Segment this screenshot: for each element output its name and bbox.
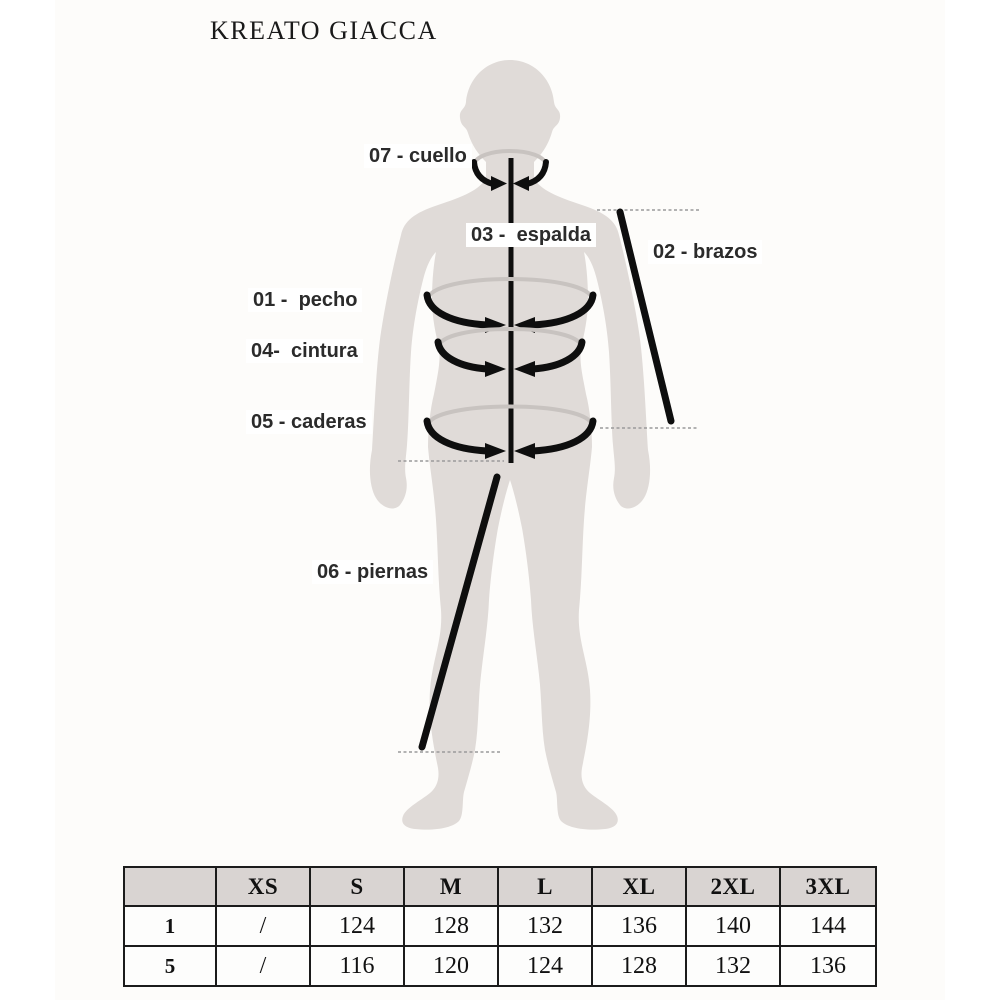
label-cuello: 07 - cuello bbox=[364, 144, 472, 168]
table-cell: / bbox=[216, 906, 310, 946]
table-cell: 140 bbox=[686, 906, 780, 946]
size-table bbox=[123, 866, 877, 987]
row-label: 5 bbox=[124, 946, 216, 986]
size-col-header: S bbox=[310, 867, 404, 906]
table-cell: 124 bbox=[498, 946, 592, 986]
table-cell: 136 bbox=[780, 946, 876, 986]
size-col-header: 3XL bbox=[780, 867, 876, 906]
label-cintura: 04- cintura bbox=[246, 339, 363, 363]
table-cell: 132 bbox=[686, 946, 780, 986]
table-row bbox=[124, 906, 876, 946]
label-espalda: 03 - espalda bbox=[466, 223, 596, 247]
table-cell: 124 bbox=[310, 906, 404, 946]
table-cell: 128 bbox=[404, 906, 498, 946]
label-pecho: 01 - pecho bbox=[248, 288, 362, 312]
table-row bbox=[124, 946, 876, 986]
size-col-header: XL bbox=[592, 867, 686, 906]
table-cell: 120 bbox=[404, 946, 498, 986]
size-col-header: XS bbox=[216, 867, 310, 906]
size-col-header: M bbox=[404, 867, 498, 906]
size-col-header bbox=[124, 867, 216, 906]
table-cell: 136 bbox=[592, 906, 686, 946]
size-col-header: L bbox=[498, 867, 592, 906]
label-brazos: 02 - brazos bbox=[648, 240, 762, 264]
size-table-header-row bbox=[124, 867, 876, 906]
table-cell: / bbox=[216, 946, 310, 986]
size-col-header: 2XL bbox=[686, 867, 780, 906]
table-cell: 132 bbox=[498, 906, 592, 946]
table-cell: 128 bbox=[592, 946, 686, 986]
label-piernas: 06 - piernas bbox=[312, 560, 433, 584]
size-table-section bbox=[123, 866, 877, 987]
row-label: 1 bbox=[124, 906, 216, 946]
label-caderas: 05 - caderas bbox=[246, 410, 372, 434]
page-title: KREATO GIACCA bbox=[210, 16, 438, 45]
table-cell: 116 bbox=[310, 946, 404, 986]
table-cell: 144 bbox=[780, 906, 876, 946]
